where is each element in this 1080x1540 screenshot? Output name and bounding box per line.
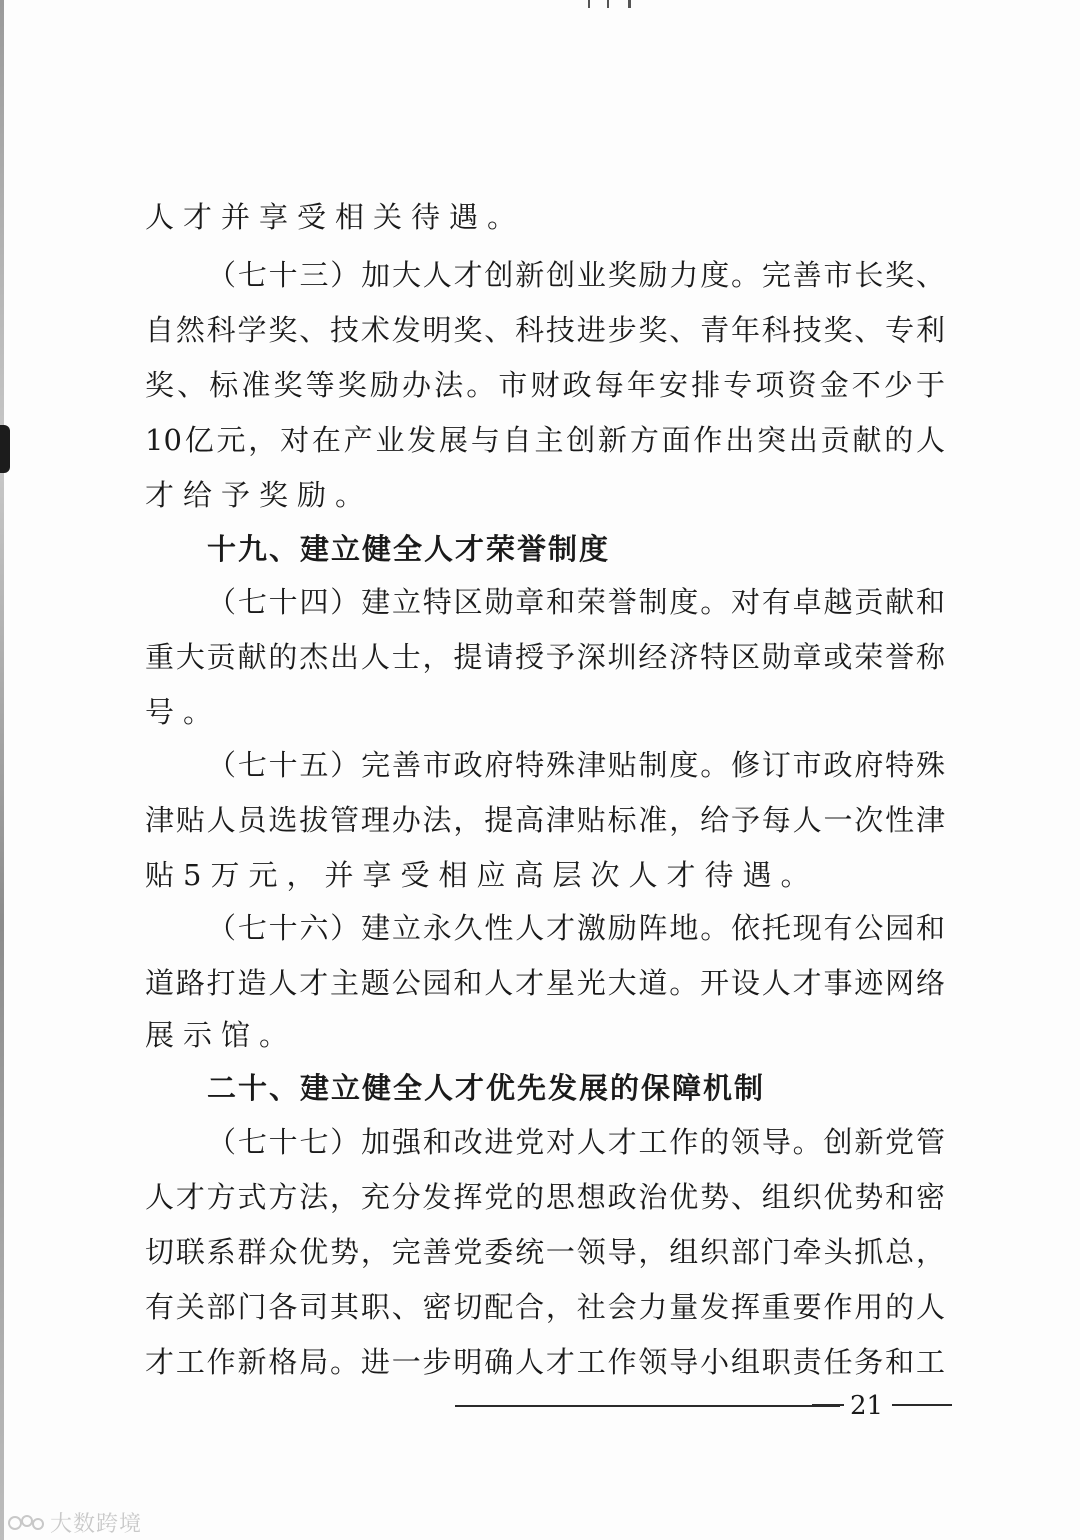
footer-rule — [455, 1405, 840, 1407]
paragraph-line: 展示馆。 — [145, 1018, 298, 1052]
footer-dash — [892, 1404, 952, 1406]
paragraph-line: 贴5万元，并享受相应高层次人才待遇。 — [145, 858, 819, 892]
paragraph-line: 津贴人员选拔管理办法，提高津贴标准，给予每人一次性津 — [145, 803, 945, 837]
section-heading: 二十、建立健全人才优先发展的保障机制 — [207, 1071, 766, 1105]
scan-mark — [628, 0, 631, 8]
scan-mark — [607, 0, 609, 8]
section-heading: 十九、建立健全人才荣誉制度 — [207, 532, 611, 566]
paragraph-line: （七十四）建立特区勋章和荣誉制度。对有卓越贡献和 — [207, 585, 945, 619]
paragraph-line: （七十七）加强和改进党对人才工作的领导。创新党管 — [207, 1125, 945, 1159]
scan-blot — [0, 425, 10, 473]
footer-dash — [812, 1404, 844, 1406]
watermark-logo-icon — [6, 1511, 46, 1535]
paragraph-line: （七十五）完善市政府特殊津贴制度。修订市政府特殊 — [207, 748, 945, 782]
paragraph-line: 号。 — [145, 695, 222, 729]
paragraph-line: （七十六）建立永久性人才激励阵地。依托现有公园和 — [207, 911, 945, 945]
paragraph-line: 才工作新格局。进一步明确人才工作领导小组职责任务和工 — [145, 1345, 945, 1379]
paragraph-line: 人才方式方法，充分发挥党的思想政治优势、组织优势和密 — [145, 1180, 945, 1214]
paragraph-line: 有关部门各司其职、密切配合，社会力量发挥重要作用的人 — [145, 1290, 945, 1324]
scan-edge — [0, 0, 4, 1540]
scan-mark — [588, 0, 590, 8]
watermark-text: 大数跨境 — [50, 1512, 143, 1537]
page-number: 21 — [850, 1391, 884, 1421]
paragraph-line: 人才并享受相关待遇。 — [145, 200, 526, 234]
paragraph-line: 才给予奖励。 — [145, 478, 374, 512]
paragraph-line: 自然科学奖、技术发明奖、科技进步奖、青年科技奖、专利 — [145, 313, 945, 347]
paragraph-line: （七十三）加大人才创新创业奖励力度。完善市长奖、 — [207, 258, 945, 292]
paragraph-line: 奖、标准奖等奖励办法。市财政每年安排专项资金不少于 — [145, 368, 945, 402]
paragraph-line: 切联系群众优势，完善党委统一领导，组织部门牵头抓总， — [145, 1235, 945, 1269]
watermark — [6, 1507, 142, 1538]
paragraph-line: 道路打造人才主题公园和人才星光大道。开设人才事迹网络 — [145, 966, 945, 1000]
paragraph-line: 10亿元，对在产业发展与自主创新方面作出突出贡献的人 — [145, 423, 945, 457]
paragraph-line: 重大贡献的杰出人士，提请授予深圳经济特区勋章或荣誉称 — [145, 640, 945, 674]
